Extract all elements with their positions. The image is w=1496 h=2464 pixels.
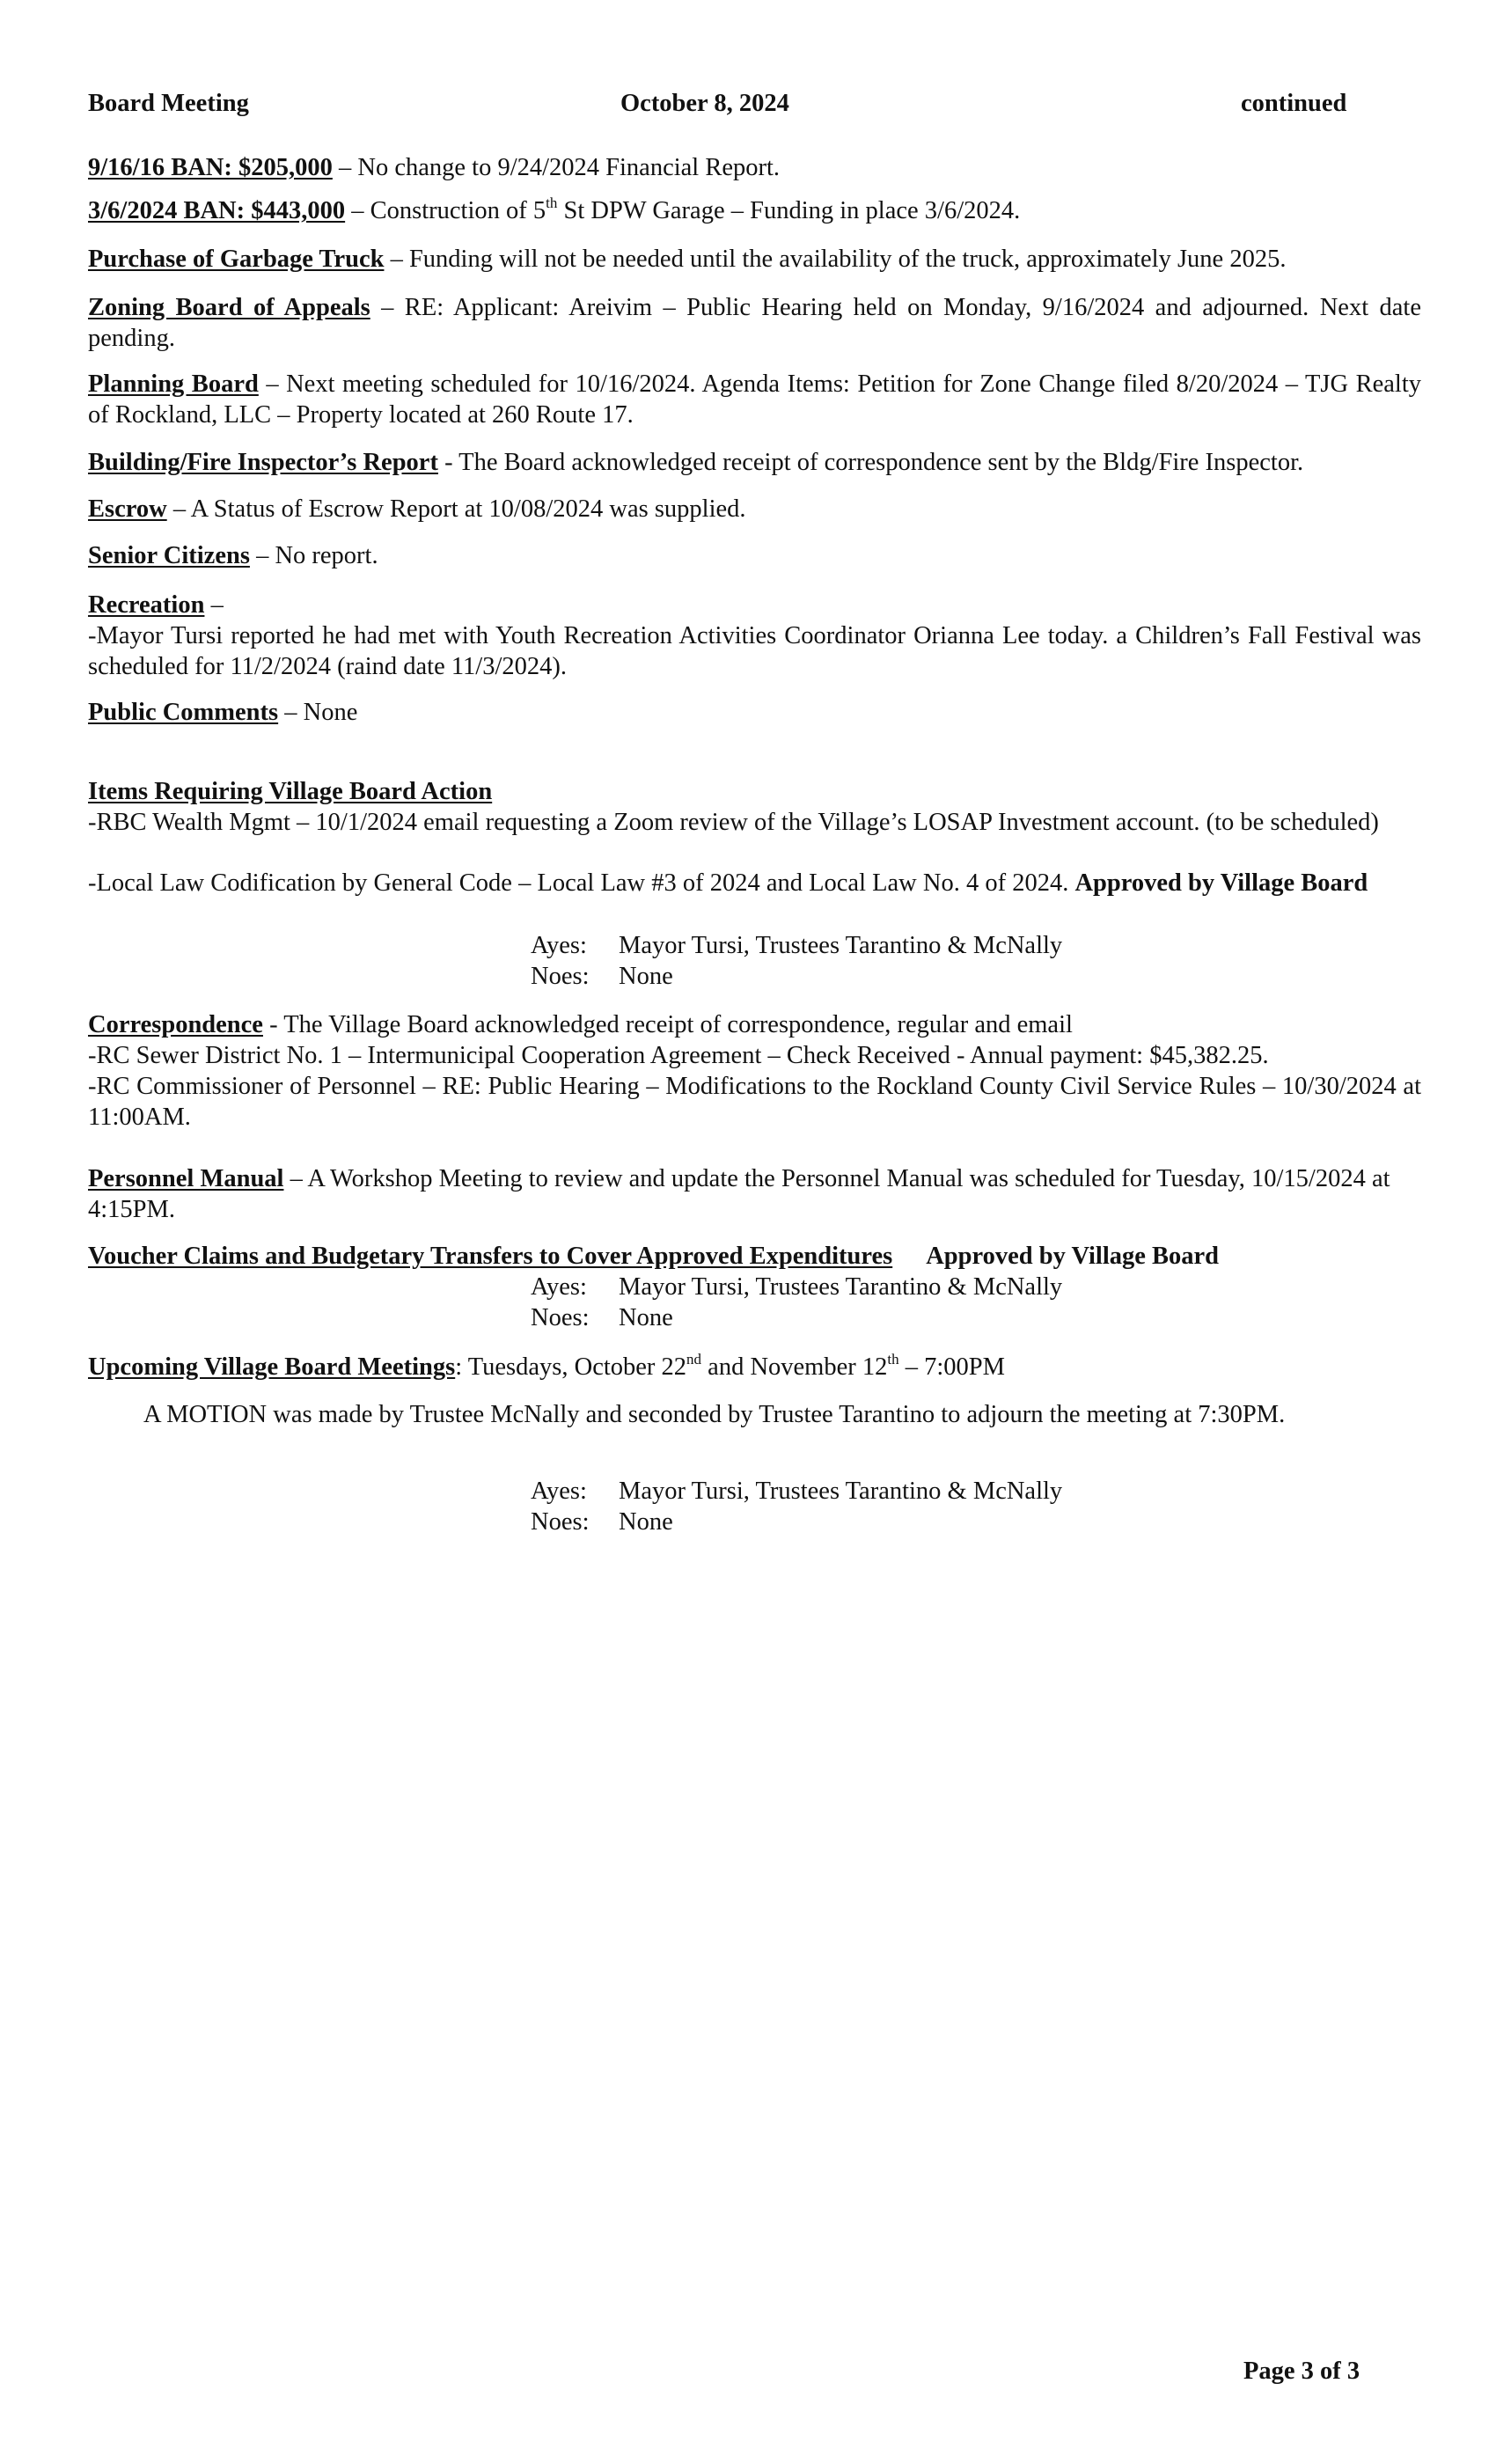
building-text: - The Board acknowledged receipt of correspondence sent by the Bldg/Fire Inspector. (437, 449, 1304, 476)
personnel-paragraph (88, 1163, 1421, 1225)
vote-2-ayes-label: Ayes: (531, 1273, 587, 1301)
header-date: October 8, 2024 (620, 90, 789, 117)
planning-title: Planning Board (88, 370, 259, 398)
voucher-paragraph (88, 1241, 1421, 1272)
action-line-2-approved: Approved by Village Board (1074, 869, 1368, 897)
page-number: Page 3 of 3 (1243, 2358, 1360, 2385)
recreation-dash: – (204, 591, 224, 619)
correspondence-title: Correspondence (88, 1011, 263, 1038)
vote-2-noes-value: None (619, 1304, 673, 1331)
vote-2-ayes (531, 1272, 1062, 1302)
senior-title: Senior Citizens (88, 542, 250, 569)
upcoming-text-b: and November 12 (701, 1353, 888, 1381)
truck-text: – Funding will not be needed until the availability of the truck, approximately June 2025. (384, 246, 1287, 273)
ban-2-sup: th (546, 194, 558, 211)
zba-paragraph (88, 292, 1421, 354)
truck-paragraph (88, 244, 1421, 275)
upcoming-sup-2: th (887, 1350, 899, 1368)
voucher-title: Voucher Claims and Budgetary Transfers to Cover Approved Expenditures (88, 1243, 893, 1270)
recreation-heading (88, 590, 1421, 620)
vote-3-noes-value: None (619, 1508, 673, 1536)
vote-3-noes-label: Noes: (531, 1508, 590, 1536)
header-left: Board Meeting (88, 90, 249, 117)
personnel-text: – A Workshop Meeting to review and update the Personnel Manual was scheduled for Tuesday, 10/15/2024 at 4:15PM. (88, 1165, 1390, 1223)
vote-3-noes (531, 1507, 673, 1537)
escrow-title: Escrow (88, 495, 167, 523)
vote-1-noes-label: Noes: (531, 963, 590, 990)
voucher-approved: Approved by Village Board (926, 1243, 1220, 1270)
ban-2-title: 3/6/2024 BAN: $443,000 (88, 197, 346, 224)
ban-1-paragraph (88, 152, 1421, 183)
vote-2-noes (531, 1302, 673, 1333)
header-continued: continued (1241, 90, 1347, 117)
ban-2-text-b: St DPW Garage – Funding in place 3/6/2024. (557, 197, 1021, 224)
ban-2-text-a: – Construction of 5 (345, 197, 546, 224)
vote-1-noes-value: None (619, 963, 673, 990)
building-paragraph (88, 447, 1421, 478)
recreation-title: Recreation (88, 591, 205, 619)
ban-1-text: – No change to 9/24/2024 Financial Report. (332, 154, 781, 181)
escrow-text: – A Status of Escrow Report at 10/08/2024 was supplied. (166, 495, 746, 523)
correspondence-intro: - The Village Board acknowledged receipt of correspondence, regular and email (262, 1011, 1073, 1038)
vote-1-noes (531, 961, 673, 992)
planning-text: – Next meeting scheduled for 10/16/2024. Agenda Items: Petition for Zone Change filed 8/20/2024 – TJG Realty of Rockland, LLC – Property located at 260 Route 17. (88, 370, 1421, 429)
recreation-text: -Mayor Tursi reported he had met with Youth Recreation Activities Coordinator Orianna Lee today. a Children’s Fall Festival was scheduled for 11/2/2024 (raind date 11/3/2024). (88, 622, 1421, 680)
upcoming-sup-1: nd (686, 1350, 702, 1368)
building-title: Building/Fire Inspector’s Report (88, 449, 438, 476)
vote-1-ayes-value: Mayor Tursi, Trustees Tarantino & McNally (619, 932, 1063, 959)
upcoming-text-c: – 7:00PM (898, 1353, 1005, 1381)
personnel-title: Personnel Manual (88, 1165, 284, 1192)
vote-2-noes-label: Noes: (531, 1304, 590, 1331)
upcoming-title: Upcoming Village Board Meetings (88, 1353, 456, 1381)
vote-2-ayes-value: Mayor Tursi, Trustees Tarantino & McNally (619, 1273, 1063, 1301)
correspondence-line-1: -RC Sewer District No. 1 – Intermunicipal Cooperation Agreement – Check Received - Annual payment: $45,382.25. (88, 1042, 1269, 1069)
vote-1-ayes-label: Ayes: (531, 932, 587, 959)
motion-paragraph: A MOTION was made by Trustee McNally and seconded by Trustee Tarantino to adjourn the meeting at 7:30PM. (143, 1401, 1286, 1428)
action-line-1: -RBC Wealth Mgmt – 10/1/2024 email requesting a Zoom review of the Village’s LOSAP Investment account. (to be scheduled) (88, 809, 1379, 836)
upcoming-paragraph (88, 1352, 1421, 1382)
zba-title: Zoning Board of Appeals (88, 294, 370, 321)
correspondence-heading (88, 1009, 1421, 1040)
vote-3-ayes-label: Ayes: (531, 1478, 587, 1505)
vote-3-ayes (531, 1476, 1062, 1507)
ban-1-title: 9/16/16 BAN: $205,000 (88, 154, 333, 181)
action-title: Items Requiring Village Board Action (88, 778, 493, 805)
action-line-2-text: -Local Law Codification by General Code – Local Law #3 of 2024 and Local Law No. 4 of 2024. (88, 869, 1075, 897)
public-comments-title: Public Comments (88, 699, 279, 726)
action-heading (88, 776, 1421, 807)
vote-3-ayes-value: Mayor Tursi, Trustees Tarantino & McNally (619, 1478, 1063, 1505)
public-comments-text: – None (278, 699, 358, 726)
ban-2-paragraph (88, 195, 1421, 226)
planning-paragraph (88, 369, 1421, 430)
zba-text: – RE: Applicant: Areivim – Public Hearing held on Monday, 9/16/2024 and adjourned. Next date pending. (88, 294, 1421, 352)
escrow-paragraph (88, 494, 1421, 524)
truck-title: Purchase of Garbage Truck (88, 246, 385, 273)
action-line-2 (88, 868, 1421, 898)
senior-text: – No report. (249, 542, 378, 569)
upcoming-text-a: : Tuesdays, October 22 (455, 1353, 687, 1381)
correspondence-line-2: -RC Commissioner of Personnel – RE: Public Hearing – Modifications to the Rockland County Civil Service Rules – 10/30/2024 at 11:00AM. (88, 1073, 1421, 1131)
senior-paragraph (88, 540, 1421, 571)
vote-1-ayes (531, 930, 1062, 961)
public-comments-paragraph (88, 697, 1421, 728)
